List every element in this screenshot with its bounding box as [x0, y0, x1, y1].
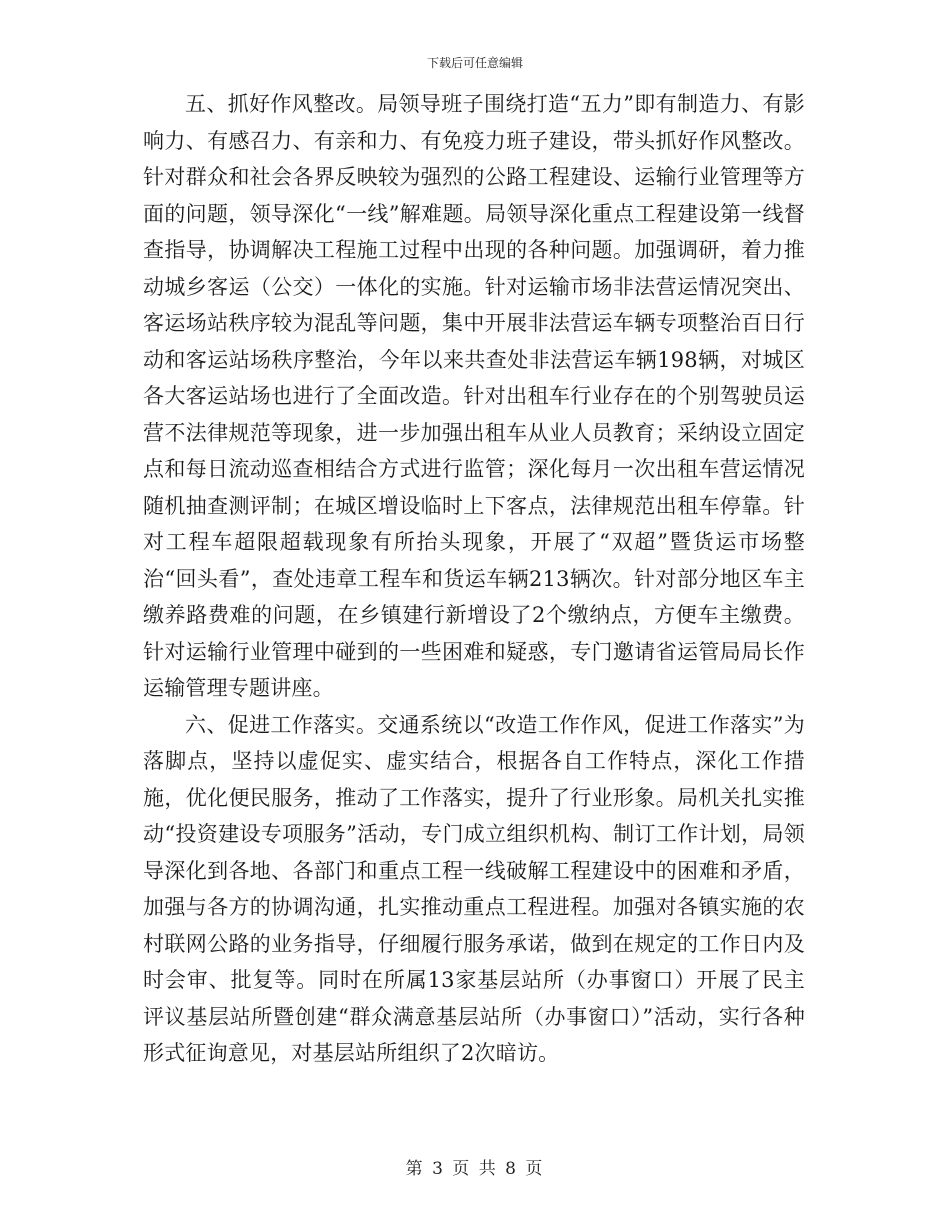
paragraph-section-six: 六、促进工作落实。交通系统以“改造工作作风，促进工作落实”为落脚点，坚持以虚促实、虚实结合，根据各自工作特点，深化工作措施，优化便民服务，推动了工作落实，提升了行业形象。局机关扎实推动“投资建设专项服务”活动，专门成立组织机构、制订工作计划，局领导深化到各地、各部门和重点工程一线破解工程建设中的困难和矛盾，加强与各方的协调沟通，扎实推动重点工程进程。加强对各镇实施的农村联网公路的业务指导，仔细履行服务承诺，做到在规定的工作日内及时会审、批复等。同时在所属13家基层站所（办事窗口）开展了民主评议基层站所暨创建“群众满意基层站所（办事窗口）”活动，实行各种形式征询意见，对基层站所组织了2次暗访。: [143, 712, 805, 1065]
page-number: 第 3 页 共 8 页: [405, 1159, 545, 1179]
document-body: [143, 86, 805, 1072]
page-header-note: 下载后可任意编辑: [426, 56, 523, 70]
paragraph-section-five: 五、抓好作风整改。局领导班子围绕打造“五力”即有制造力、有影响力、有感召力、有亲和力、有免疫力班子建设，带头抓好作风整改。针对群众和社会各界反映较为强烈的公路工程建设、运输行业管理等方面的问题，领导深化“一线”解难题。局领导深化重点工程建设第一线督查指导，协调解决工程施工过程中出现的各种问题。加强调研，着力推动城乡客运（公交）一体化的实施。针对运输市场非法营运情况突出、客运场站秩序较为混乱等问题，集中开展非法营运车辆专项整治百日行动和客运站场秩序整治，今年以来共查处非法营运车辆198辆，对城区各大客运站场也进行了全面改造。针对出租车行业存在的个别驾驶员运营不法律规范等现象，进一步加强出租车从业人员教育；采纳设立固定点和每日流动巡查相结合方式进行监管；深化每月一次出租车营运情况随机抽查测评制；在城区增设临时上下客点，法律规范出租车停靠。针对工程车超限超载现象有所抬头现象，开展了“双超”暨货运市场整治“回头看”，查处违章工程车和货运车辆213辆次。针对部分地区车主缴养路费难的问题，在乡镇建行新增设了2个缴纳点，方便车主缴费。针对运输行业管理中碰到的一些困难和疑惑，专门邀请省运管局局长作运输管理专题讲座。: [143, 92, 805, 700]
